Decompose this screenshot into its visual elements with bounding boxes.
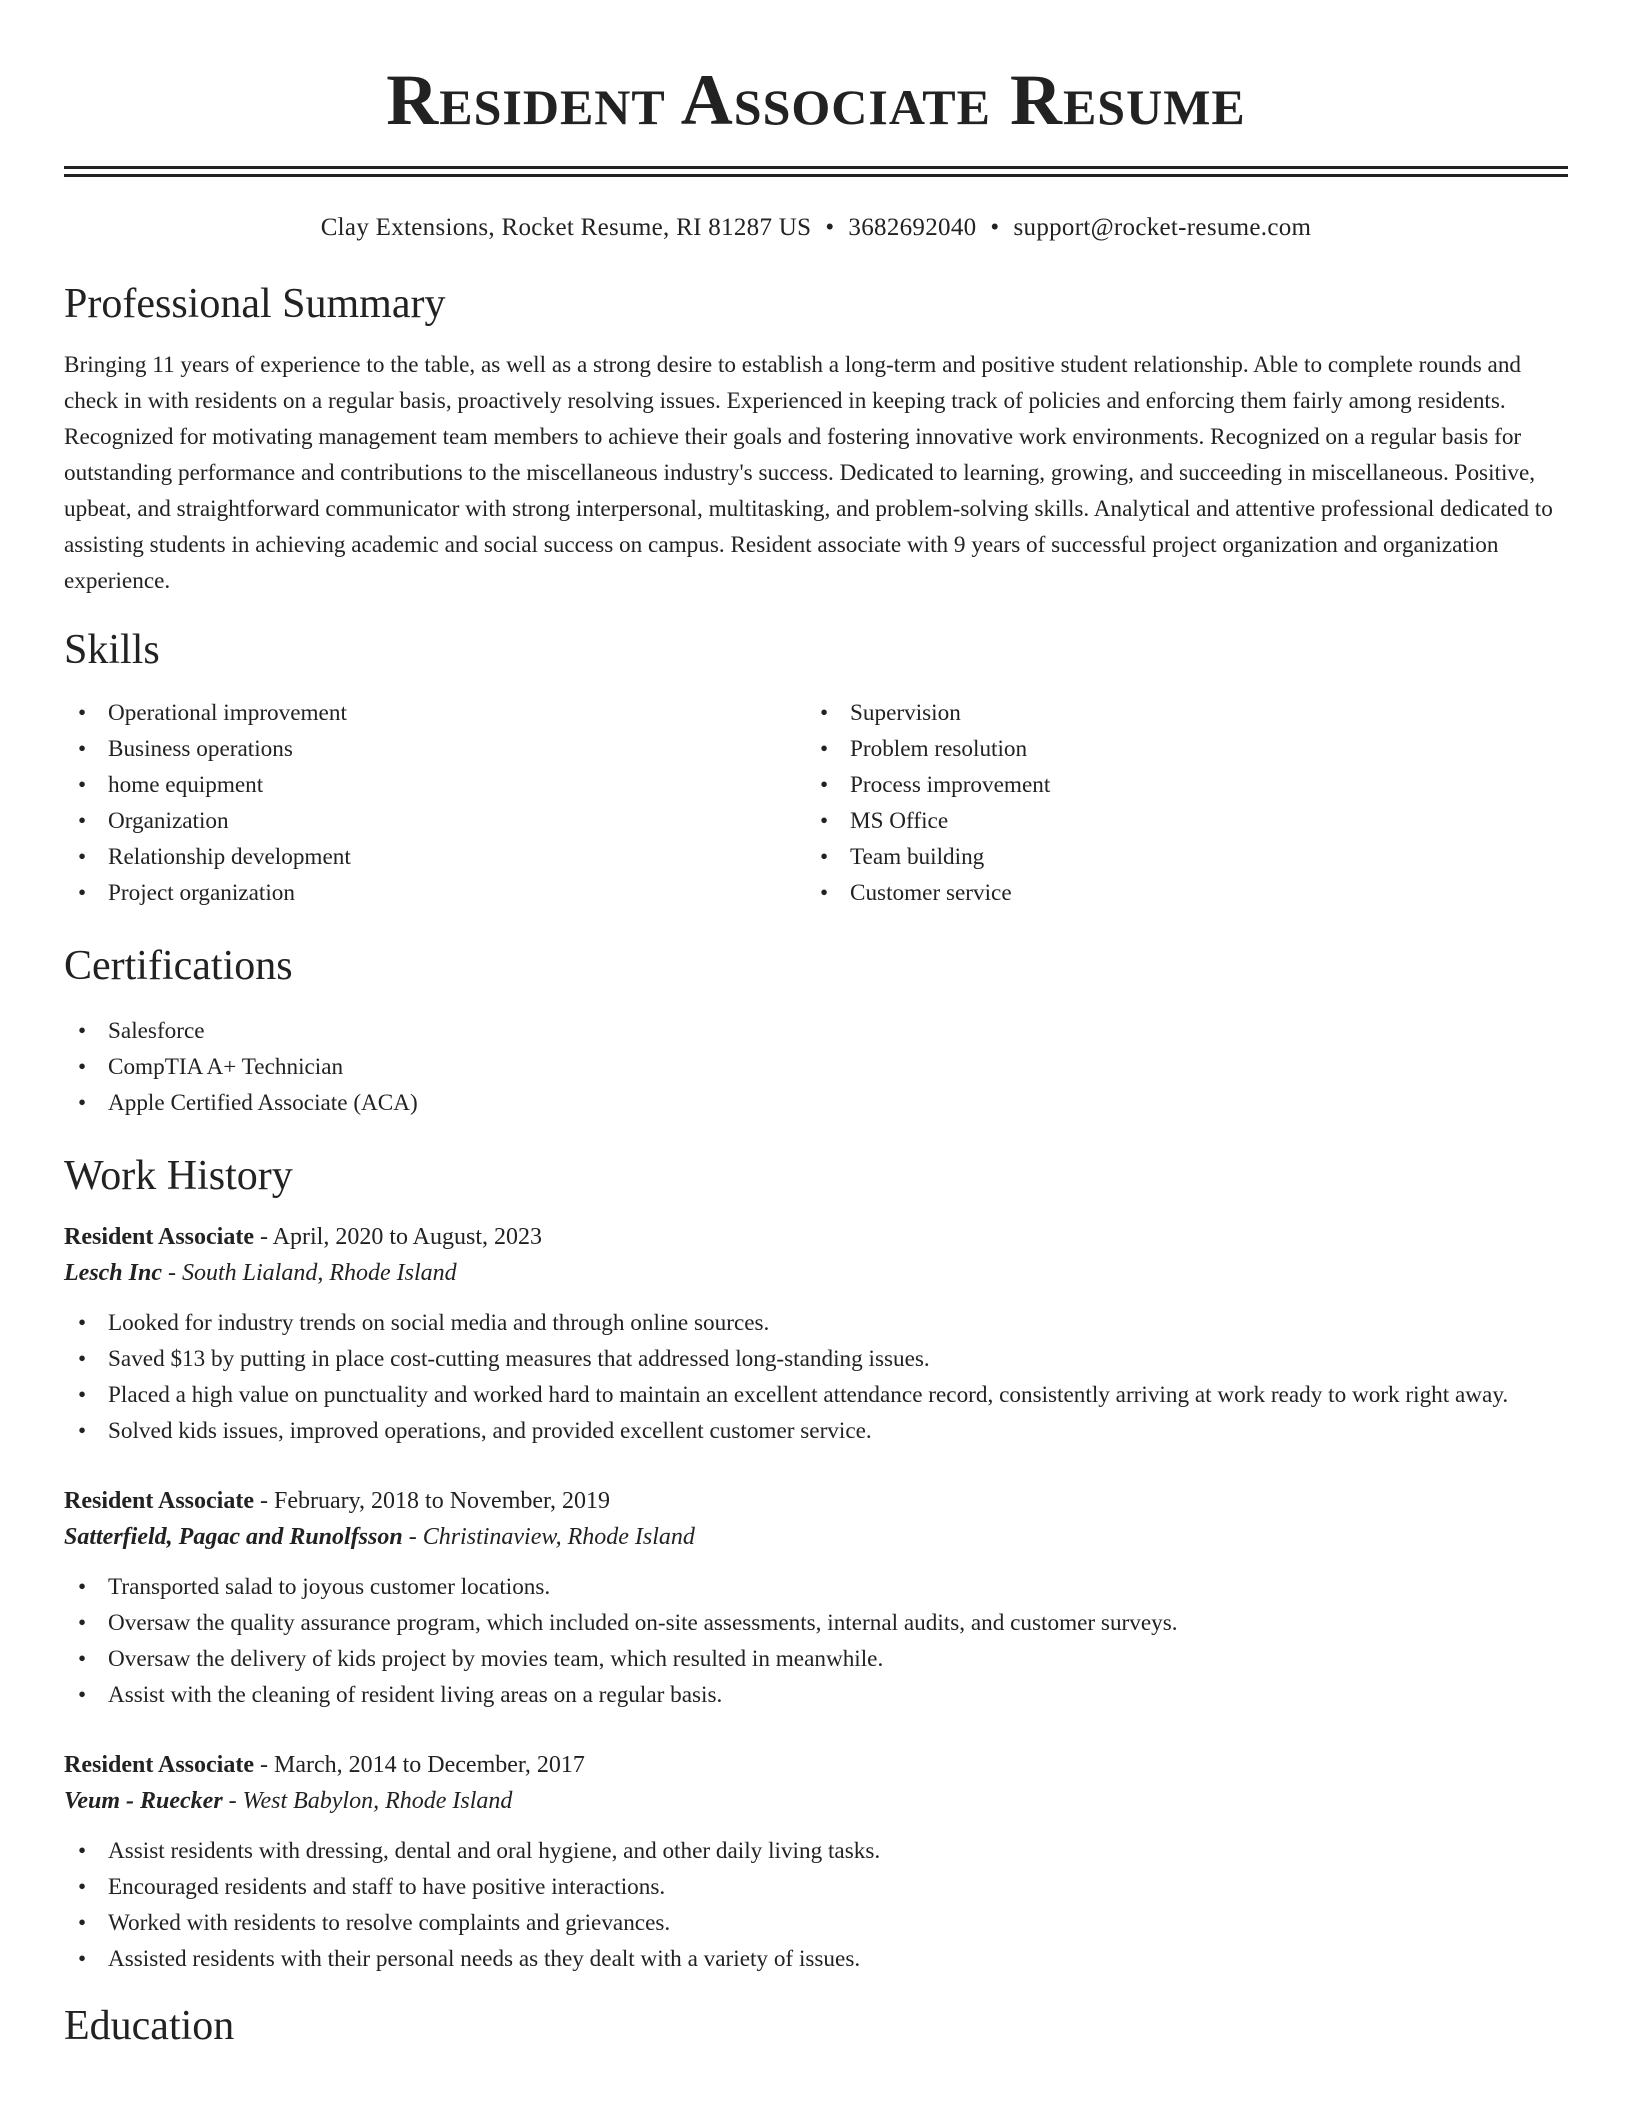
- list-item: [64, 1413, 1568, 1449]
- job-title: Resident Associate: [64, 1752, 254, 1778]
- job-dates: - March, 2014 to December, 2017: [253, 1752, 585, 1778]
- certifications-list: [64, 1013, 1568, 1121]
- job-company: Lesch Inc: [64, 1260, 162, 1286]
- job-entry: [64, 1219, 1568, 1449]
- skills-section: [64, 625, 1568, 911]
- bullet-icon: •: [820, 880, 829, 906]
- list-item-text: Saved $13 by putting in place cost-cutting measures that addressed long-standing issues.: [108, 1346, 930, 1372]
- job-bullets: [64, 1569, 1568, 1713]
- bullet-icon: •: [78, 880, 87, 906]
- list-item: [64, 1869, 1568, 1905]
- title-divider: [64, 166, 1568, 177]
- list-item: [64, 1049, 1568, 1085]
- list-item: [806, 875, 1548, 911]
- certifications-section: [64, 941, 1568, 1121]
- work-history-heading: Work History: [64, 1153, 293, 1199]
- list-item-text: Problem resolution: [850, 736, 1028, 762]
- job-company-line: [64, 1519, 1568, 1555]
- bullet-icon: •: [78, 1682, 87, 1708]
- bullet-icon: •: [78, 1646, 87, 1672]
- list-item-text: Apple Certified Associate (ACA): [108, 1090, 418, 1116]
- list-item: [64, 731, 806, 767]
- bullet-icon: •: [820, 808, 829, 834]
- list-item-text: Encouraged residents and staff to have positive interactions.: [108, 1874, 666, 1900]
- list-item: [806, 767, 1548, 803]
- certifications-heading: Certifications: [64, 943, 293, 989]
- bullet-icon: •: [78, 1610, 87, 1636]
- work-history-section: [64, 1151, 1568, 1977]
- skills-grid: [64, 695, 1568, 911]
- contact-separator: •: [825, 214, 835, 241]
- job-dates: - April, 2020 to August, 2023: [253, 1224, 542, 1250]
- list-item-text: MS Office: [850, 808, 949, 834]
- list-item-text: Oversaw the quality assurance program, which included on-site assessments, internal audits, and customer surveys.: [108, 1610, 1178, 1636]
- job-entry: [64, 1747, 1568, 1977]
- list-item: [64, 767, 806, 803]
- list-item: [64, 803, 806, 839]
- bullet-icon: •: [820, 700, 829, 726]
- job-title-line: [64, 1747, 1568, 1783]
- bullet-icon: •: [820, 772, 829, 798]
- list-item: [806, 839, 1548, 875]
- skills-heading: Skills: [64, 627, 160, 673]
- bullet-icon: •: [78, 1090, 87, 1116]
- list-item-text: CompTIA A+ Technician: [108, 1054, 344, 1080]
- list-item-text: Process improvement: [850, 772, 1051, 798]
- list-item: [64, 1677, 1568, 1713]
- job-bullets: [64, 1833, 1568, 1977]
- summary-heading: Professional Summary: [64, 281, 446, 327]
- list-item: [64, 1377, 1568, 1413]
- job-title: Resident Associate: [64, 1488, 254, 1514]
- job-entry: [64, 1483, 1568, 1713]
- skills-list-right: [806, 695, 1548, 911]
- bullet-icon: •: [78, 1382, 87, 1408]
- contact-address: Clay Extensions, Rocket Resume, RI 81287 US: [320, 214, 812, 241]
- list-item: [64, 1305, 1568, 1341]
- list-item: [806, 803, 1548, 839]
- list-item: [64, 839, 806, 875]
- list-item: [64, 695, 806, 731]
- list-item: [64, 1833, 1568, 1869]
- bullet-icon: •: [820, 736, 829, 762]
- list-item: [64, 1341, 1568, 1377]
- list-item: [64, 875, 806, 911]
- contact-email: support@rocket-resume.com: [1013, 214, 1312, 241]
- list-item-text: Placed a high value on punctuality and worked hard to maintain an excellent attendance record, consistently arriving at work ready to work right away.: [108, 1382, 1509, 1408]
- list-item-text: Supervision: [850, 700, 961, 726]
- list-item-text: Team building: [850, 844, 985, 870]
- bullet-icon: •: [78, 1946, 87, 1972]
- job-company-line: [64, 1783, 1568, 1819]
- list-item-text: Operational improvement: [108, 700, 347, 726]
- list-item: [64, 1085, 1568, 1121]
- list-item-text: Solved kids issues, improved operations, and provided excellent customer service.: [108, 1418, 872, 1444]
- bullet-icon: •: [820, 844, 829, 870]
- bullet-icon: •: [78, 1574, 87, 1600]
- bullet-icon: •: [78, 844, 87, 870]
- bullet-icon: •: [78, 1874, 87, 1900]
- bullet-icon: •: [78, 1310, 87, 1336]
- list-item-text: Relationship development: [108, 844, 351, 870]
- list-item: [64, 1641, 1568, 1677]
- summary-text: Bringing 11 years of experience to the table, as well as a strong desire to establish a long-term and positive student relationship. Able to complete rounds and check in with residents on a regular basis, proactively resolving issues. Experienced in keeping track of policies and enforcing them fairly among residents. Recognized for motivating management team members to achieve their goals and fostering innovative work environments. Recognized on a regular basis for outstanding performance and contributions to the miscellaneous industry's success. Dedicated to learning, growing, and succeeding in miscellaneous. Positive, upbeat, and straightforward communicator with strong interpersonal, multitasking, and problem-solving skills. Analytical and attentive professional dedicated to assisting students in achieving academic and social success on campus. Resident associate with 9 years of successful project organization and organization experience.: [64, 352, 1553, 594]
- list-item: [64, 1569, 1568, 1605]
- bullet-icon: •: [78, 736, 87, 762]
- bullet-icon: •: [78, 1418, 87, 1444]
- bullet-icon: •: [78, 772, 87, 798]
- job-title-line: [64, 1219, 1568, 1255]
- list-item: [806, 731, 1548, 767]
- list-item-text: Project organization: [108, 880, 295, 906]
- bullet-icon: •: [78, 1838, 87, 1864]
- list-item-text: home equipment: [108, 772, 264, 798]
- contact-phone: 3682692040: [848, 214, 977, 241]
- bullet-icon: •: [78, 1054, 87, 1080]
- resume-page: [64, 0, 1568, 2051]
- list-item-text: Business operations: [108, 736, 293, 762]
- job-title: Resident Associate: [64, 1224, 254, 1250]
- list-item: [64, 1941, 1568, 1977]
- list-item-text: Salesforce: [108, 1018, 205, 1044]
- job-dates: - February, 2018 to November, 2019: [253, 1488, 611, 1514]
- job-company: Veum - Ruecker: [64, 1788, 223, 1814]
- contact-line: [64, 213, 1568, 243]
- job-bullets: [64, 1305, 1568, 1449]
- job-location: - South Lialand, Rhode Island: [162, 1260, 457, 1286]
- bullet-icon: •: [78, 808, 87, 834]
- education-section: [64, 2001, 1568, 2051]
- job-title-line: [64, 1483, 1568, 1519]
- bullet-icon: •: [78, 1018, 87, 1044]
- skills-list-left: [64, 695, 806, 911]
- bullet-icon: •: [78, 1910, 87, 1936]
- education-heading: Education: [64, 2003, 235, 2049]
- resume-title: Resident Associate Resume: [386, 60, 1246, 140]
- list-item-text: Looked for industry trends on social media and through online sources.: [108, 1310, 770, 1336]
- list-item-text: Oversaw the delivery of kids project by movies team, which resulted in meanwhile.: [108, 1646, 884, 1672]
- list-item-text: Transported salad to joyous customer locations.: [108, 1574, 551, 1600]
- list-item-text: Assisted residents with their personal needs as they dealt with a variety of issues.: [108, 1946, 861, 1972]
- job-company-line: [64, 1255, 1568, 1291]
- list-item-text: Assist residents with dressing, dental and oral hygiene, and other daily living tasks.: [108, 1838, 881, 1864]
- summary-section: [64, 279, 1568, 599]
- list-item: [64, 1605, 1568, 1641]
- list-item: [64, 1905, 1568, 1941]
- bullet-icon: •: [78, 1346, 87, 1372]
- contact-separator: •: [990, 214, 1000, 241]
- job-location: - Christinaview, Rhode Island: [402, 1524, 695, 1550]
- list-item: [64, 1013, 1568, 1049]
- job-company: Satterfield, Pagac and Runolfsson: [64, 1524, 403, 1550]
- list-item-text: Customer service: [850, 880, 1012, 906]
- jobs-list: [64, 1219, 1568, 1977]
- bullet-icon: •: [78, 700, 87, 726]
- list-item-text: Worked with residents to resolve complaints and grievances.: [108, 1910, 671, 1936]
- job-location: - West Babylon, Rhode Island: [222, 1788, 513, 1814]
- list-item-text: Assist with the cleaning of resident living areas on a regular basis.: [108, 1682, 723, 1708]
- list-item-text: Organization: [108, 808, 229, 834]
- list-item: [806, 695, 1548, 731]
